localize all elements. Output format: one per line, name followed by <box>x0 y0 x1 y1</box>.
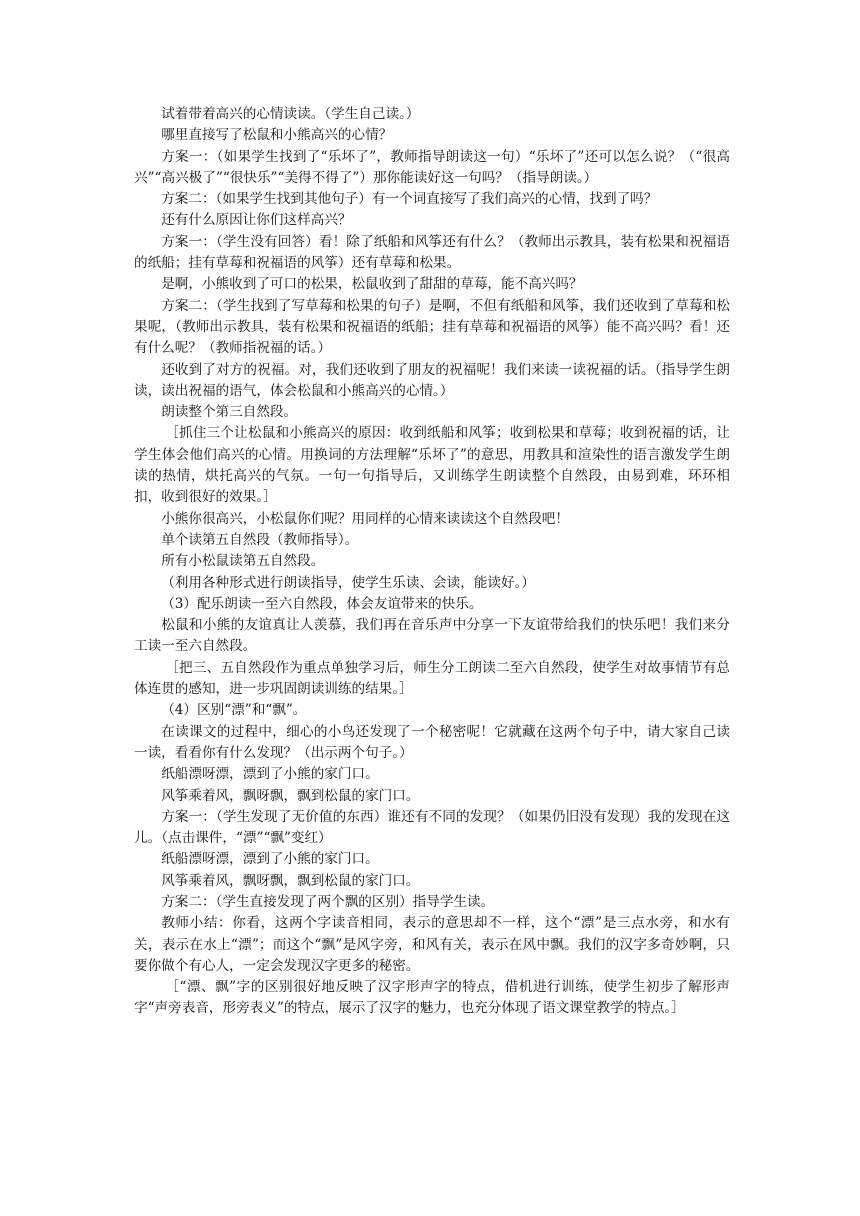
paragraph-step-three-music-reading: （3）配乐朗读一至六自然段，体会友谊带来的快乐。 <box>161 595 483 612</box>
paragraph-commentary-characters: ［“漂、飘”字的区别很好地反映了汉字形声字的特点，借机进行训练，使学生初步了解形声字“声旁表音，形旁表义”的特点，展示了汉字的魅力，也充分体现了语文课堂教学的特点。］ <box>134 979 730 1017</box>
paragraph-plan-two-discovery: 方案二：（学生直接发现了两个飘的区别）指导学生读。 <box>161 893 495 910</box>
paragraph-question-reason: 还有什么原因让你们这样高兴？ <box>161 212 352 229</box>
paragraph-read-third-section: 朗读整个第三自然段。 <box>161 404 298 421</box>
paragraph-example-kite-repeat: 风筝乘着风，飘呀飘，飘到松鼠的家门口。 <box>161 872 420 889</box>
document-body <box>134 104 730 1020</box>
paragraph-step-four-distinguish: （4）区别“漂”和“飘”。 <box>161 702 307 719</box>
paragraph-friendship-music: 松鼠和小熊的友谊真让人羡慕，我们再在音乐声中分享一下友谊带给我们的快乐吧！我们来分工读一至六自然段。 <box>134 617 730 655</box>
paragraph-example-boat: 纸船漂呀漂，漂到了小熊的家门口。 <box>161 766 379 783</box>
paragraph-blessings: 还收到了对方的祝福。对，我们还收到了朋友的祝福呢！我们来读一读祝福的话。（指导学生朗读，读出祝福的语气，体会松鼠和小熊高兴的心情。） <box>134 361 730 399</box>
paragraph-plan-one-discovery: 方案一：（学生发现了无价值的东西）谁还有不同的发现？（如果仍旧没有发现）我的发现在这儿。（点击课件，“漂”“飘”变红） <box>134 808 730 847</box>
paragraph-single-read-fifth: 单个读第五自然段（教师指导）。 <box>161 531 359 548</box>
paragraph-commentary-third-section: ［抓住三个让松鼠和小熊高兴的原因：收到纸船和风筝；收到松果和草莓；收到祝福的话，让学生体会他们高兴的心情。用换词的方法理解“乐坏了”的意思，用教具和渲染性的语言激发学生朗读的热情，烘托高兴的气氛。一句一句指导后，又训练学生朗读整个自然段，由易到难，环环相扣，收到很好的效果。］ <box>134 425 730 506</box>
paragraph-secret-discovery: 在读课文的过程中，细心的小鸟还发现了一个秘密呢！它就藏在这两个句子中，请大家自己读一读，看看你有什么发现？（出示两个句子。） <box>134 723 730 761</box>
paragraph-read-together: 小熊你很高兴，小松鼠你们呢？用同样的心情来读读这个自然段吧！ <box>161 510 569 527</box>
paragraph-gifts-received: 是啊，小熊收到了可口的松果，松鼠收到了甜甜的草莓，能不高兴吗？ <box>161 276 583 293</box>
paragraph-plan-two-gifts: 方案二：（学生找到了写草莓和松果的句子）是啊，不但有纸船和风筝，我们还收到了草莓和松果呢，（教师出示教具，装有松果和祝福语的纸船；挂有草莓和祝福语的风筝）能不高兴吗？看！还有什么呢？（教师指祝福的话。） <box>134 297 730 357</box>
paragraph-group-read-fifth: 所有小松鼠读第五自然段。 <box>161 553 325 570</box>
paragraph-plan-two-happy: 方案二：（如果学生找到其他句子）有一个词直接写了我们高兴的心情，找到了吗？ <box>161 191 658 208</box>
paragraph-example-kite: 风筝乘着风，飘呀飘，飘到松鼠的家门口。 <box>161 787 420 804</box>
paragraph-read-happily: 试着带着高兴的心情读读。（学生自己读。） <box>161 106 420 122</box>
paragraph-teacher-summary: 教师小结：你看，这两个字读音相同，表示的意思却不一样，这个“漂”是三点水旁，和水有关，表示在水上“漂”；而这个“飘”是风字旁，和风有关，表示在风中飘。我们的汉字多奇妙啊，只要你做个有心人，一定会发现汉字更多的秘密。 <box>134 915 730 974</box>
paragraph-question-happy-mood: 哪里直接写了松鼠和小熊高兴的心情？ <box>161 127 393 144</box>
paragraph-plan-one-happy: 方案一：（如果学生找到了“乐坏了”，教师指导朗读这一句）“乐坏了”还可以怎么说？（“很高兴”“高兴极了”“很快乐”“美得不得了”）那你能读好这一句吗？（指导朗读。） <box>134 148 730 186</box>
paragraph-reading-forms-note: （利用各种形式进行朗读指导，使学生乐读、会读，能读好。） <box>161 574 536 591</box>
paragraph-plan-one-teaching-aids: 方案一：（学生没有回答）看！除了纸船和风筝还有什么？（教师出示教具，装有松果和祝福语的纸船；挂有草莓和祝福语的风筝）还有草莓和松果。 <box>134 233 730 272</box>
paragraph-commentary-role-reading: ［把三、五自然段作为重点单独学习后，师生分工朗读二至六自然段，使学生对故事情节有总体连贯的感知，进一步巩固朗读训练的结果。］ <box>134 659 730 698</box>
paragraph-example-boat-repeat: 纸船漂呀漂，漂到了小熊的家门口。 <box>161 851 379 868</box>
